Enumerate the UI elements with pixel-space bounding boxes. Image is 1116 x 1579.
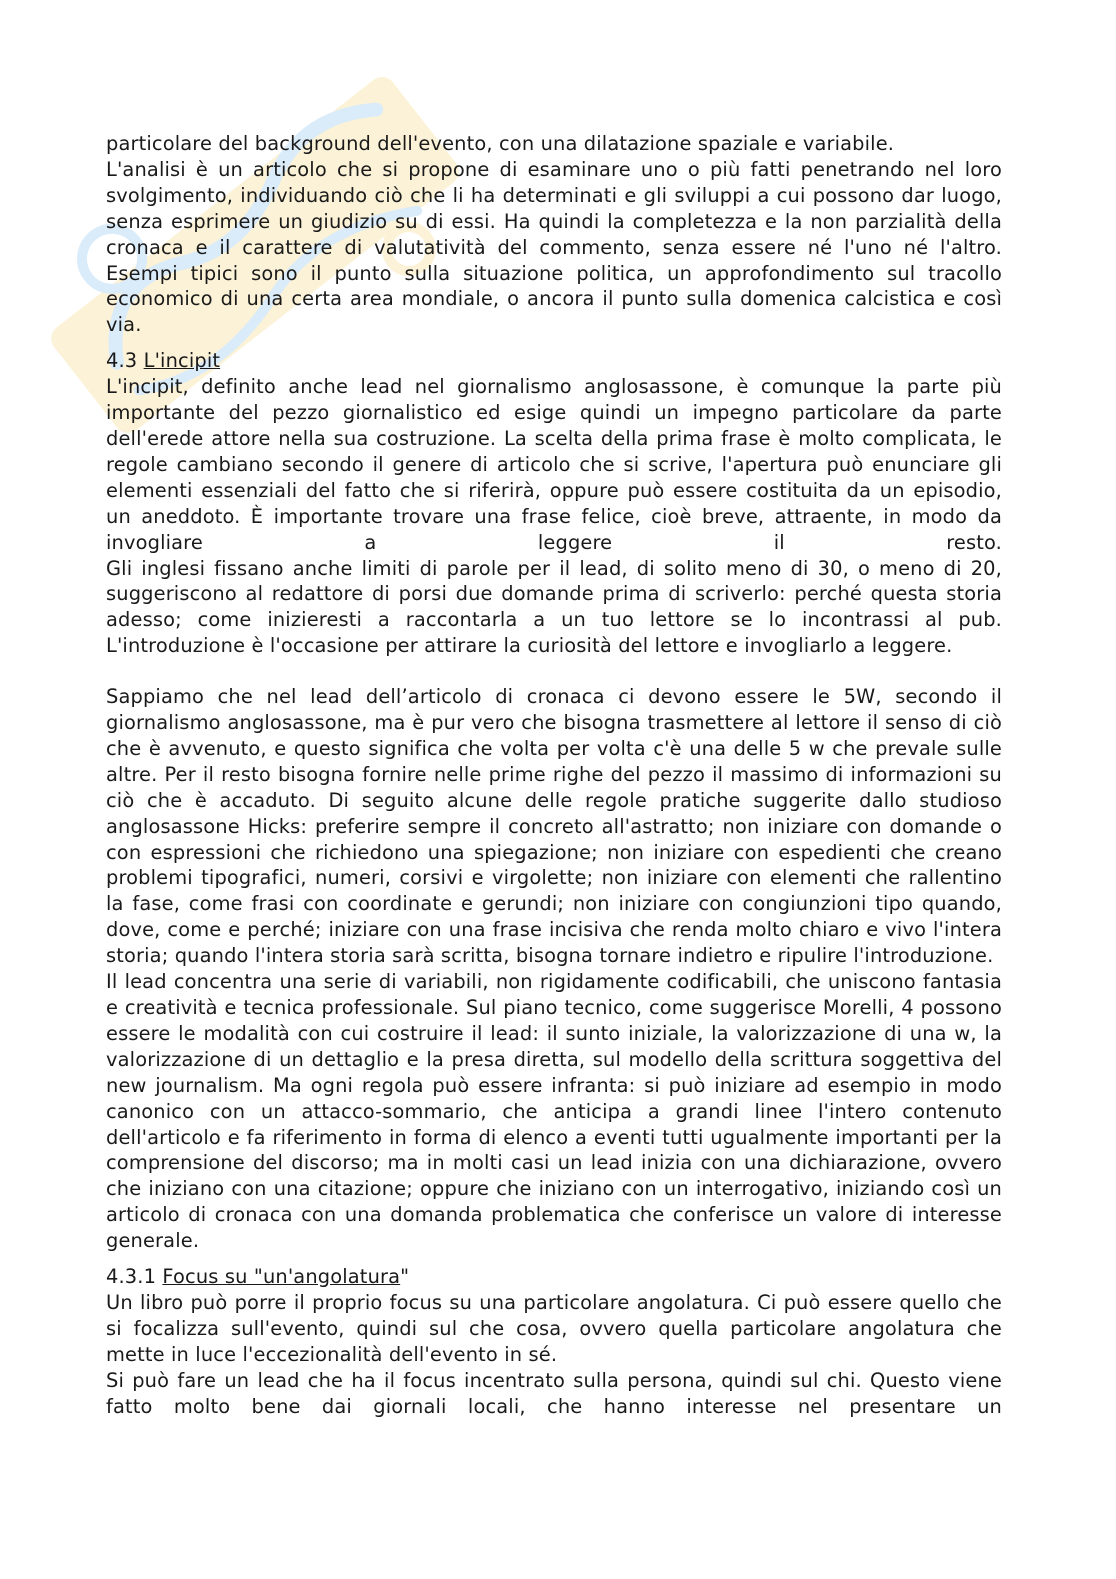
document-page	[106, 131, 1002, 1420]
subsection-title-suffix: "	[400, 1265, 410, 1289]
subsection-number: 4.3.1	[106, 1265, 157, 1289]
section-number: 4.3	[106, 349, 138, 373]
focus-paragraph-2: Si può fare un lead che ha il focus incentrato sulla persona, quindi sul chi. Questo viene fatto molto bene dai giornali locali, che hanno interesse nel presentare un	[106, 1368, 1002, 1418]
incipit-paragraph-4: Il lead concentra una serie di variabili, non rigidamente codificabili, che uniscono fantasia e creatività e tecnica professionale. Sul piano tecnico, come suggerisce Morelli, 4 possono essere le modalità con cui costruire il lead: il sunto iniziale, la valorizzazione di una w, la valorizzazione di un dettaglio e la presa diretta, sul modello della scrittura soggettiva del new journalism. Ma ogni regola può essere infranta: si può iniziare ad esempio in modo canonico con un attacco-sommario, che anticipa a grandi linee l'intero contenuto dell'articolo e fa riferimento in forma di elenco a eventi tutti ugualmente importanti per la comprensione del discorso; ma in molti casi un lead inizia con una dichiarazione, ovvero che iniziano con una citazione; oppure che iniziano con un interrogativo, iniziando così un articolo di cronaca con una domanda problematica che conferisce un valore di interesse generale.	[106, 970, 1002, 1253]
intro-paragraph-2: L'analisi è un articolo che si propone di esaminare uno o più fatti penetrando nel loro svolgimento, individuando ciò che li ha determinati e gli sviluppi a cui possono dar luogo, senza esprimere un giudizio su di essi. Ha quindi la completezza e la non parzialità della cronaca e il carattere di valutatività del commento, senza essere né l'uno né l'altro. Esempi tipici sono il punto sulla situazione politica, un approfondimento sul tracollo economico di una certa area mondiale, o ancora il punto sulla domenica calcistica e così via.	[106, 157, 1002, 337]
incipit-paragraph-1: L'incipit, definito anche lead nel giornalismo anglosassone, è comunque la parte più importante del pezzo giornalistico ed esige quindi un impegno particolare da parte dell'erede attore nella sua costruzione. La scelta della prima frase è molto complicata, le regole cambiano secondo il genere di articolo che si scrive, l'apertura può enunciare gli elementi essenziali del fatto che si riferirà, oppure può essere costituita da un episodio, un aneddoto. È importante trovare una frase felice, cioè breve, attraente, in modo da invogliare a leggere il resto.	[106, 375, 1002, 554]
subsection-title: Focus su "un'angolatura	[162, 1265, 401, 1289]
incipit-paragraph-3: Sappiamo che nel lead dell’articolo di cronaca ci devono essere le 5W, secondo il giornalismo anglosassone, ma è pur vero che bisogna trasmettere al lettore il senso di ciò che è avvenuto, e questo significa che volta per volta c'è una delle 5 w che prevale sulle altre. Per il resto bisogna fornire nelle prime righe del pezzo il massimo di informazioni su ciò che è accaduto. Di seguito alcune delle regole pratiche suggerite dallo studioso anglosassone Hicks: preferire sempre il concreto all'astratto; non iniziare con domande o con espressioni che richiedono una spiegazione; non iniziare con espedienti che creano problemi tipografici, numeri, corsivi e virgolette; non iniziare con elementi che rallentino la fase, come frasi con coordinate e gerundi; non iniziare con congiunzioni tipo quando, dove, come e perché; iniziare con una frase incisiva che renda molto chiaro e vivo l'intera storia; quando l'intera storia sarà scritta, bisogna tornare indietro e ripulire l'introduzione.	[106, 685, 1002, 968]
section-heading-4-3	[106, 348, 1002, 374]
intro-paragraph-1: particolare del background dell'evento, con una dilatazione spaziale e variabile.	[106, 132, 895, 155]
section-title: L'incipit	[143, 349, 221, 373]
section-heading-4-3-1	[106, 1264, 1002, 1290]
incipit-paragraph-2: Gli inglesi fissano anche limiti di parole per il lead, di solito meno di 30, o meno di 20, suggeriscono al redattore di porsi due domande prima di scriverlo: perché questa storia adesso; come inizieresti a raccontarla a un tuo lettore se lo incontrassi al pub. L'introduzione è l'occasione per attirare la curiosità del lettore e invogliarlo a leggere.	[106, 556, 1002, 658]
focus-paragraph-1: Un libro può porre il proprio focus su una particolare angolatura. Ci può essere quello che si focalizza sull'evento, quindi sul che cosa, ovvero quella particolare angolatura che mette in luce l'eccezionalità dell'evento in sé.	[106, 1290, 1002, 1366]
